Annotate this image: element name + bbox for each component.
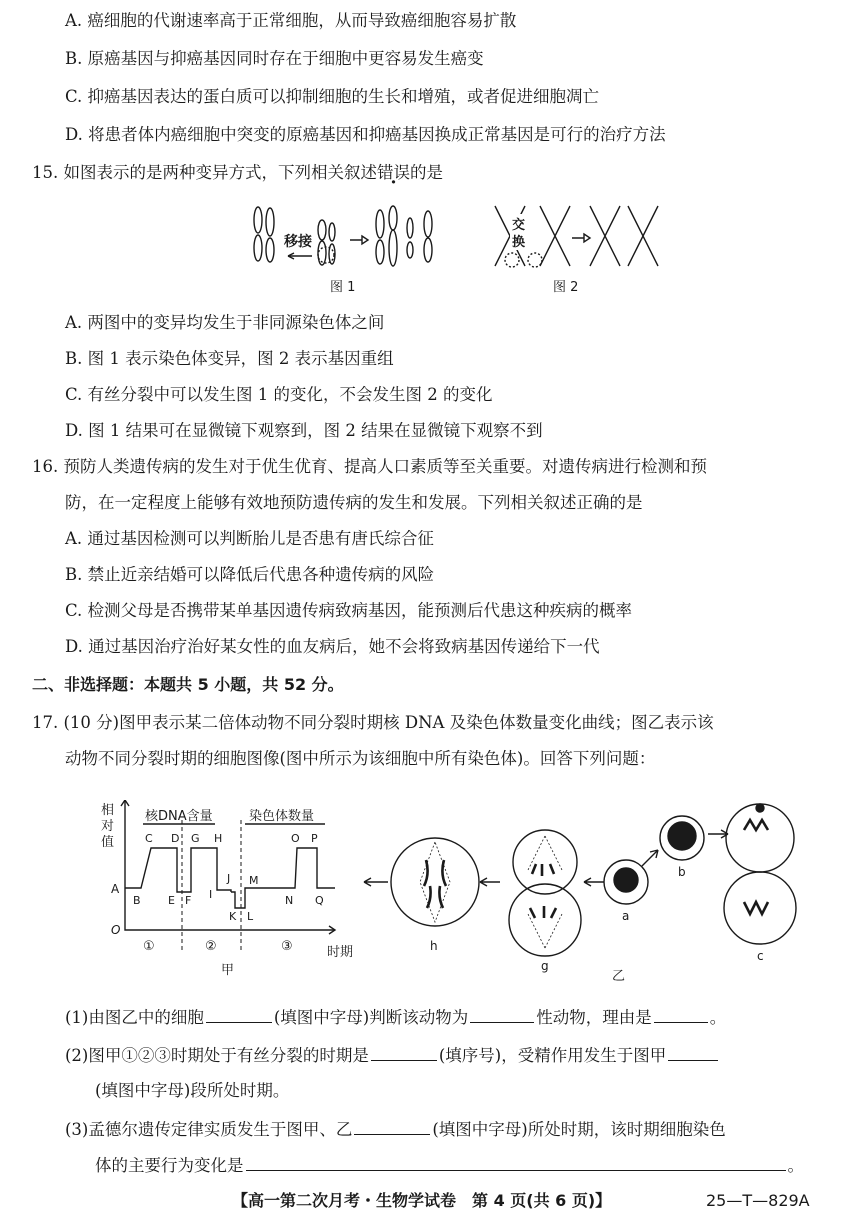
q17-sub3-text-c: 体的主要行为变化是 (95, 1156, 244, 1175)
graph-origin: O (111, 923, 121, 937)
q15-stem-emphasis: 错误 (377, 163, 410, 182)
q14-option-b: B. 原癌基因与抑癌基因同时存在于细胞中更容易发生癌变 (65, 49, 484, 68)
point-g: G (191, 832, 200, 845)
cells-yi (360, 790, 820, 990)
footer-code: 25—T—829A (706, 1191, 810, 1210)
q15-option-d: D. 图 1 结果可在显微镜下观察到，图 2 结果在显微镜下观察不到 (65, 421, 543, 440)
point-n: N (285, 894, 294, 907)
q16-stem-line2: 防，在一定程度上能够有效地预防遗传病的发生和发展。下列相关叙述正确的是 (65, 493, 643, 512)
q17-sub3-cont (95, 1154, 804, 1177)
point-e: E (168, 894, 175, 907)
point-m: M (249, 874, 259, 887)
q17-sub2-cont: (填图中字母)段所处时期。 (95, 1081, 290, 1100)
q15-stem (32, 162, 443, 184)
section2-heading: 二、非选择题：本题共 5 小题，共 52 分。 (32, 675, 344, 694)
point-p: P (311, 832, 318, 845)
q17-sub1-text-b: (填图中字母)判断该动物为 (273, 1008, 469, 1027)
q15-option-a: A. 两图中的变异均发生于非同源染色体之间 (65, 313, 385, 332)
q15-figure (240, 198, 660, 298)
graph-ylabel-3: 值 (101, 835, 115, 850)
graph-dna-label: 核DNA含量 (145, 809, 213, 824)
q17-stem-line1: 17. (10 分)图甲表示某二倍体动物不同分裂时期核 DNA 及染色体数量变化曲线；图乙表示该 (32, 713, 714, 732)
q17-sub1-text-c: 性动物，理由是 (536, 1008, 652, 1027)
fig2-caption: 图 2 (553, 280, 579, 295)
q17-sub1-blank1[interactable] (206, 1006, 272, 1023)
point-h: H (214, 832, 223, 845)
period-3: ③ (281, 939, 293, 954)
fig1-label-transfer: 移接 (284, 234, 312, 250)
q17-sub1-text-a: (1)由图乙中的细胞 (65, 1008, 204, 1027)
point-i: I (209, 888, 213, 901)
point-l: L (247, 910, 254, 923)
point-o: O (291, 832, 300, 845)
cell-a-label: a (622, 909, 630, 923)
q17-sub1-blank2[interactable] (470, 1006, 534, 1023)
q17-sub3-blank2[interactable] (246, 1154, 786, 1171)
cells-caption: 乙 (612, 969, 626, 984)
cell-g-label: g (541, 959, 549, 973)
q16-option-b: B. 禁止近亲结婚可以降低后代患各种遗传病的风险 (65, 565, 435, 584)
q17-sub2-text-b: (填序号)，受精作用发生于图甲 (438, 1046, 667, 1065)
graph-ylabel-2: 对 (101, 819, 115, 834)
q16-option-c: C. 检测父母是否携带某单基因遗传病致病基因，能预测后代患这种疾病的概率 (65, 601, 633, 620)
point-k: K (229, 910, 237, 923)
q17-sub3 (65, 1118, 726, 1141)
fig2-label-exchange-2: 换 (512, 235, 526, 250)
point-f: F (185, 894, 192, 907)
graph-chrom-label: 染色体数量 (249, 809, 315, 824)
period-2: ② (205, 939, 217, 954)
q17-sub2-blank2[interactable] (668, 1044, 718, 1061)
q17-sub1 (65, 1006, 726, 1029)
fig1-caption: 图 1 (330, 280, 356, 295)
q17-sub3-text-a: (3)孟德尔遗传定律实质发生于图甲、乙 (65, 1120, 353, 1139)
cell-b-label: b (678, 865, 686, 879)
footer-title: 【高一第二次月考・生物学试卷 第 4 页(共 6 页)】 (232, 1191, 612, 1210)
period-1: ① (143, 939, 155, 954)
q17-sub1-blank3[interactable] (654, 1006, 708, 1023)
q15-option-c: C. 有丝分裂中可以发生图 1 的变化，不会发生图 2 的变化 (65, 385, 493, 404)
q14-option-a: A. 癌细胞的代谢速率高于正常细胞，从而导致癌细胞容易扩散 (65, 11, 517, 30)
cell-h-label: h (430, 939, 438, 953)
q17-sub3-blank1[interactable] (354, 1118, 430, 1135)
point-j: J (227, 872, 231, 885)
cell-c-label: c (757, 949, 764, 963)
q17-stem-line2: 动物不同分裂时期的细胞图像(图中所示为该细胞中所有染色体)。回答下列问题： (65, 749, 656, 768)
graph-caption: 甲 (221, 963, 235, 978)
q17-sub1-text-d: 。 (709, 1008, 727, 1027)
graph-xlabel: 时期 (327, 945, 354, 960)
graph-a-label: A (111, 882, 120, 896)
q16-option-a: A. 通过基因检测可以判断胎儿是否患有唐氏综合征 (65, 529, 434, 548)
q17-sub3-text-b: (填图中字母)所处时期，该时期细胞染色 (432, 1120, 726, 1139)
q17-sub2-text-a: (2)图甲①②③时期处于有丝分裂的时期是 (65, 1046, 369, 1065)
q17-sub2 (65, 1044, 720, 1067)
q15-option-b: B. 图 1 表示染色体变异，图 2 表示基因重组 (65, 349, 394, 368)
point-b: B (133, 894, 141, 907)
fig2-label-exchange-1: 交 (512, 218, 526, 233)
q16-stem-line1: 16. 预防人类遗传病的发生对于优生优育、提高人口素质等至关重要。对遗传病进行检测和预 (32, 457, 707, 476)
graph-ylabel-1: 相 (101, 803, 115, 818)
q17-sub2-blank1[interactable] (371, 1044, 437, 1061)
point-d: D (171, 832, 180, 845)
q15-stem-end: 的是 (410, 163, 443, 182)
q14-option-c: C. 抑癌基因表达的蛋白质可以抑制细胞的生长和增殖，或者促进细胞凋亡 (65, 87, 600, 106)
point-q: Q (315, 894, 324, 907)
q17-sub3-text-d: 。 (787, 1156, 804, 1175)
point-c: C (145, 832, 153, 845)
q14-option-d: D. 将患者体内癌细胞中突变的原癌基因和抑癌基因换成正常基因是可行的治疗方法 (65, 125, 666, 144)
q16-option-d: D. 通过基因治疗治好某女性的血友病后，她不会将致病基因传递给下一代 (65, 637, 600, 656)
graph-jia (95, 800, 365, 980)
q15-stem-text: 15. 如图表示的是两种变异方式，下列相关叙述 (32, 163, 377, 182)
